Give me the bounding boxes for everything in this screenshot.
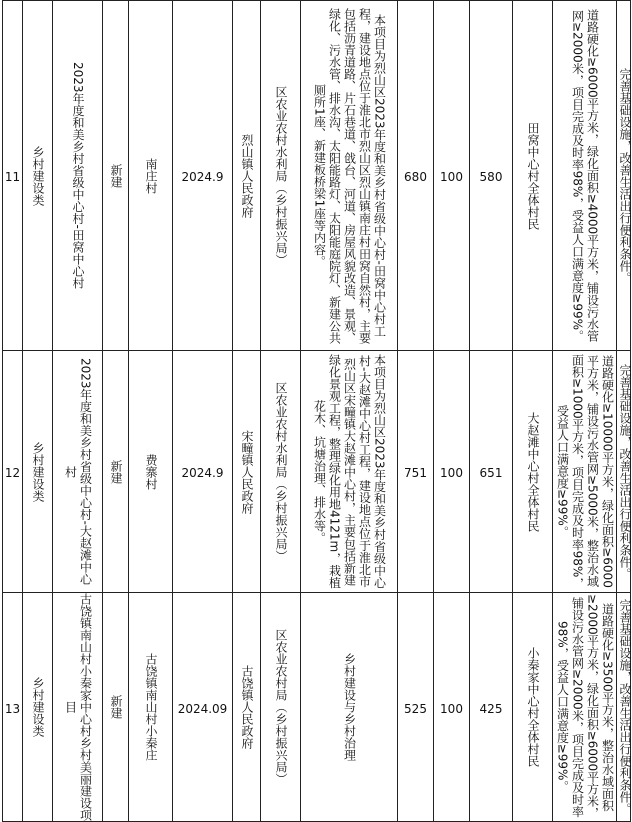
total-investment: 751 (404, 466, 427, 480)
row-number: 13 (4, 701, 21, 716)
fund-b: 651 (479, 466, 503, 480)
beneficiaries: 大赵滩中心村全体村民 (526, 411, 540, 532)
beneficiaries: 田窝中心村全体村民 (526, 121, 540, 230)
completion-date: 2024.09 (177, 701, 228, 716)
row-number: 11 (4, 170, 21, 184)
fund-b: 580 (479, 170, 503, 184)
performance-target: 道路硬化≥3500平方米，整治水域面积≥2000平方米，绿化面积≥6000平方米，铺设污水管网≥2000米，项目完成及时率98%，受益人口满意度≥99%。 (555, 594, 615, 820)
total-investment: 525 (404, 701, 427, 716)
fund-a: 100 (440, 170, 463, 184)
supervising-department: 区农业农村水利局（乡村振兴局） (274, 381, 288, 562)
implementing-unit: 烈山镇人民政府 (240, 133, 254, 218)
project-name: 2023年度和美乡村省级中心村-大赵滩中心村 (63, 358, 93, 585)
project-category: 乡村建设类 (31, 145, 45, 206)
benefit-mechanism: 完善基础设施，改善生活出行便利条件。 (618, 67, 632, 284)
implementing-unit: 宋疃镇人民政府 (240, 429, 254, 514)
total-investment: 680 (404, 170, 427, 184)
fund-b: 425 (479, 701, 503, 716)
construction-content: 乡村建设与乡村治理 (342, 653, 357, 761)
fund-a: 100 (440, 466, 463, 480)
construction-type: 新建 (109, 163, 123, 188)
beneficiaries: 小秦家中心村全体村民 (526, 647, 540, 767)
benefit-mechanism: 完善基础设施，改善生活出行便利条件。 (618, 363, 632, 580)
benefit-mechanism: 完善基础设施，改善生活出行便利条件。 (618, 599, 632, 815)
table-row (3, 593, 631, 822)
completion-date: 2024.9 (181, 466, 224, 480)
project-table (2, 0, 631, 822)
table-row (3, 351, 631, 593)
project-location: 古饶镇南山村小秦庄 (144, 653, 158, 761)
construction-content: 本项目为烈山区2023年度和美乡村省级中心村-大赵滩中心村工程，建设地点位于淮北市烈山区宋疃镇大赵滩中心村，主要包括新建绿化景观工程，整理绿化用地4121m，栽植花木、坑塘治理、排水等。 (312, 354, 387, 589)
project-location: 费寨村 (144, 453, 158, 490)
project-name: 古饶镇南山村小秦家中心村乡村美丽建设项目 (63, 593, 93, 821)
row-number: 12 (4, 466, 21, 480)
project-category: 乡村建设类 (31, 441, 45, 502)
supervising-department: 区农业农村局（乡村振兴局） (274, 629, 288, 785)
supervising-department: 区农业农村水利局（乡村振兴局） (274, 85, 288, 266)
completion-date: 2024.9 (181, 170, 224, 184)
implementing-unit: 古饶镇人民政府 (240, 665, 254, 749)
project-location: 南庄村 (144, 157, 158, 194)
construction-content: 本项目为烈山区2023年度和美乡村省级中心村-田窝中心村工程，建设地点位于淮北市烈山区烈山镇南庄村田窝自然村，主要包括沥青道路、片石巷道、戗台、河道、房屋风貌改造、景观、绿化、污水管、排水沟、太阳能路灯、太阳能庭院灯、新建公共厕所1座、新建板桥梁1座等内容。 (312, 7, 387, 344)
project-name: 2023年度和美乡村省级中心村-田窝中心村 (71, 62, 85, 289)
performance-target: 道路硬化≥6000平方米，绿化面积≥4000平方米，铺设污水管网≥2000米，项目完成及时率98%，受益人口满意度≥99%。 (570, 8, 600, 343)
construction-type: 新建 (109, 459, 123, 484)
project-category: 乡村建设类 (31, 677, 45, 737)
construction-type: 新建 (109, 695, 123, 719)
table-row (3, 1, 631, 351)
performance-target: 道路硬化≥10000平方米，绿化面积≥6000平方米，铺设污水管网≥5000米，整治水域面积≥1000平方米，项目完成及时率98%，受益人口满意度≥99%。 (555, 353, 615, 590)
fund-a: 100 (440, 701, 463, 716)
